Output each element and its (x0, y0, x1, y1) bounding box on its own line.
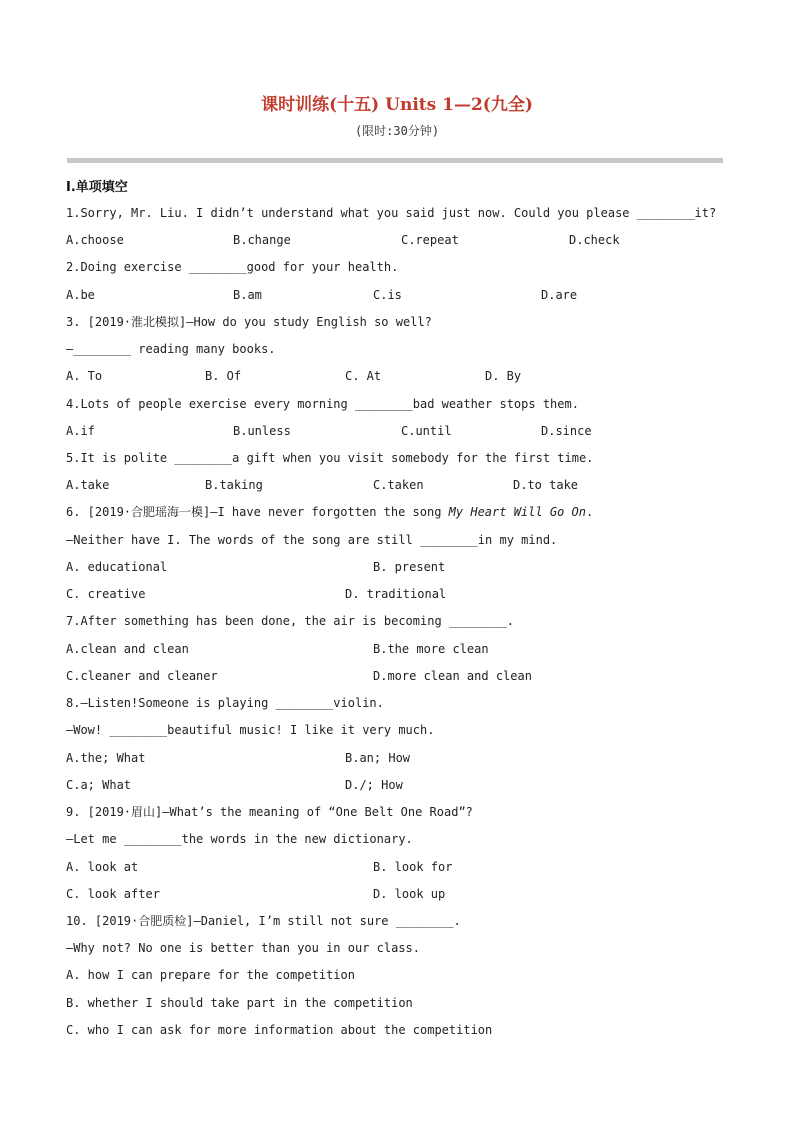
question-3-stem: 3. [2019·淮北模拟]—How do you study English so well? (66, 315, 432, 329)
question-2-option-d: D.are (541, 288, 578, 302)
question-3-option-c: C. At (345, 369, 382, 383)
question-3-option-b: B. Of (205, 369, 242, 383)
question-6-stem-text: 6. [2019·合肥瑶海一模]—I have never forgotten the song (66, 505, 449, 519)
question-8-option-b: B.an; How (345, 751, 411, 765)
question-9-option-c: C. look after (66, 887, 160, 901)
question-7-option-b: B.the more clean (373, 642, 489, 656)
question-8-response: —Wow! ________beautiful music! I like it very much. (66, 723, 435, 737)
question-2-option-b: B.am (233, 288, 262, 302)
question-6-option-d: D. traditional (345, 587, 447, 601)
question-2-option-c: C.is (373, 288, 402, 302)
question-5-option-b: B.taking (205, 478, 263, 492)
question-5-option-c: C.taken (373, 478, 424, 492)
question-9-response: —Let me ________the words in the new dictionary. (66, 832, 413, 846)
time-limit: (限时:30分钟) (354, 124, 440, 138)
question-1-option-b: B.change (233, 233, 291, 247)
question-9-option-a: A. look at (66, 860, 139, 874)
question-2-stem: 2.Doing exercise ________good for your health. (66, 260, 399, 274)
question-8-option-c: C.a; What (66, 778, 132, 792)
question-6-option-a: A. educational (66, 560, 168, 574)
question-5-option-d: D.to take (513, 478, 579, 492)
question-7-option-a: A.clean and clean (66, 642, 189, 656)
question-1-stem: 1.Sorry, Mr. Liu. I didn’t understand what you said just now. Could you please ________it? (66, 206, 717, 220)
question-4-option-d: D.since (541, 424, 592, 438)
question-2-option-a: A.be (66, 288, 95, 302)
question-7-option-d: D.more clean and clean (373, 669, 532, 683)
question-10-stem: 10. [2019·合肥质检]—Daniel, I’m still not sure ________. (66, 914, 461, 928)
question-6-option-c: C. creative (66, 587, 146, 601)
title-divider (67, 158, 723, 163)
question-4-stem: 4.Lots of people exercise every morning ________bad weather stops them. (66, 397, 579, 411)
question-5-option-a: A.take (66, 478, 110, 492)
question-9-option-b: B. look for (373, 860, 453, 874)
question-6-stem (66, 504, 593, 520)
question-8-option-d: D./; How (345, 778, 403, 792)
question-4-option-b: B.unless (233, 424, 291, 438)
question-5-stem: 5.It is polite ________a gift when you visit somebody for the first time. (66, 451, 594, 465)
question-10-option-a: A. how I can prepare for the competition (66, 968, 355, 982)
question-10-option-c: C. who I can ask for more information about the competition (66, 1023, 493, 1037)
question-3-option-d: D. By (485, 369, 522, 383)
question-7-option-c: C.cleaner and cleaner (66, 669, 218, 683)
song-title: My Heart Will Go On (448, 505, 586, 519)
question-9-option-d: D. look up (373, 887, 446, 901)
question-1-option-d: D.check (569, 233, 620, 247)
question-8-option-a: A.the; What (66, 751, 146, 765)
question-7-stem: 7.After something has been done, the air is becoming ________. (66, 614, 514, 628)
question-10-response: —Why not? No one is better than you in our class. (66, 941, 421, 955)
question-3-response: —________ reading many books. (66, 342, 276, 356)
question-6-response: —Neither have I. The words of the song are still ________in my mind. (66, 533, 558, 547)
question-8-stem: 8.—Listen!Someone is playing ________violin. (66, 696, 384, 710)
worksheet-title: 课时训练(十五) Units 1—2(九全) (261, 95, 533, 115)
question-10-option-b: B. whether I should take part in the competition (66, 996, 413, 1010)
question-1-option-a: A.choose (66, 233, 124, 247)
question-3-option-a: A. To (66, 369, 103, 383)
section-heading: Ⅰ.单项填空 (66, 180, 128, 195)
question-1-option-c: C.repeat (401, 233, 459, 247)
question-4-option-a: A.if (66, 424, 95, 438)
question-9-stem: 9. [2019·眉山]—What’s the meaning of “One Belt One Road”? (66, 805, 473, 819)
question-6-stem-end: . (585, 505, 594, 519)
question-6-option-b: B. present (373, 560, 446, 574)
question-4-option-c: C.until (401, 424, 452, 438)
